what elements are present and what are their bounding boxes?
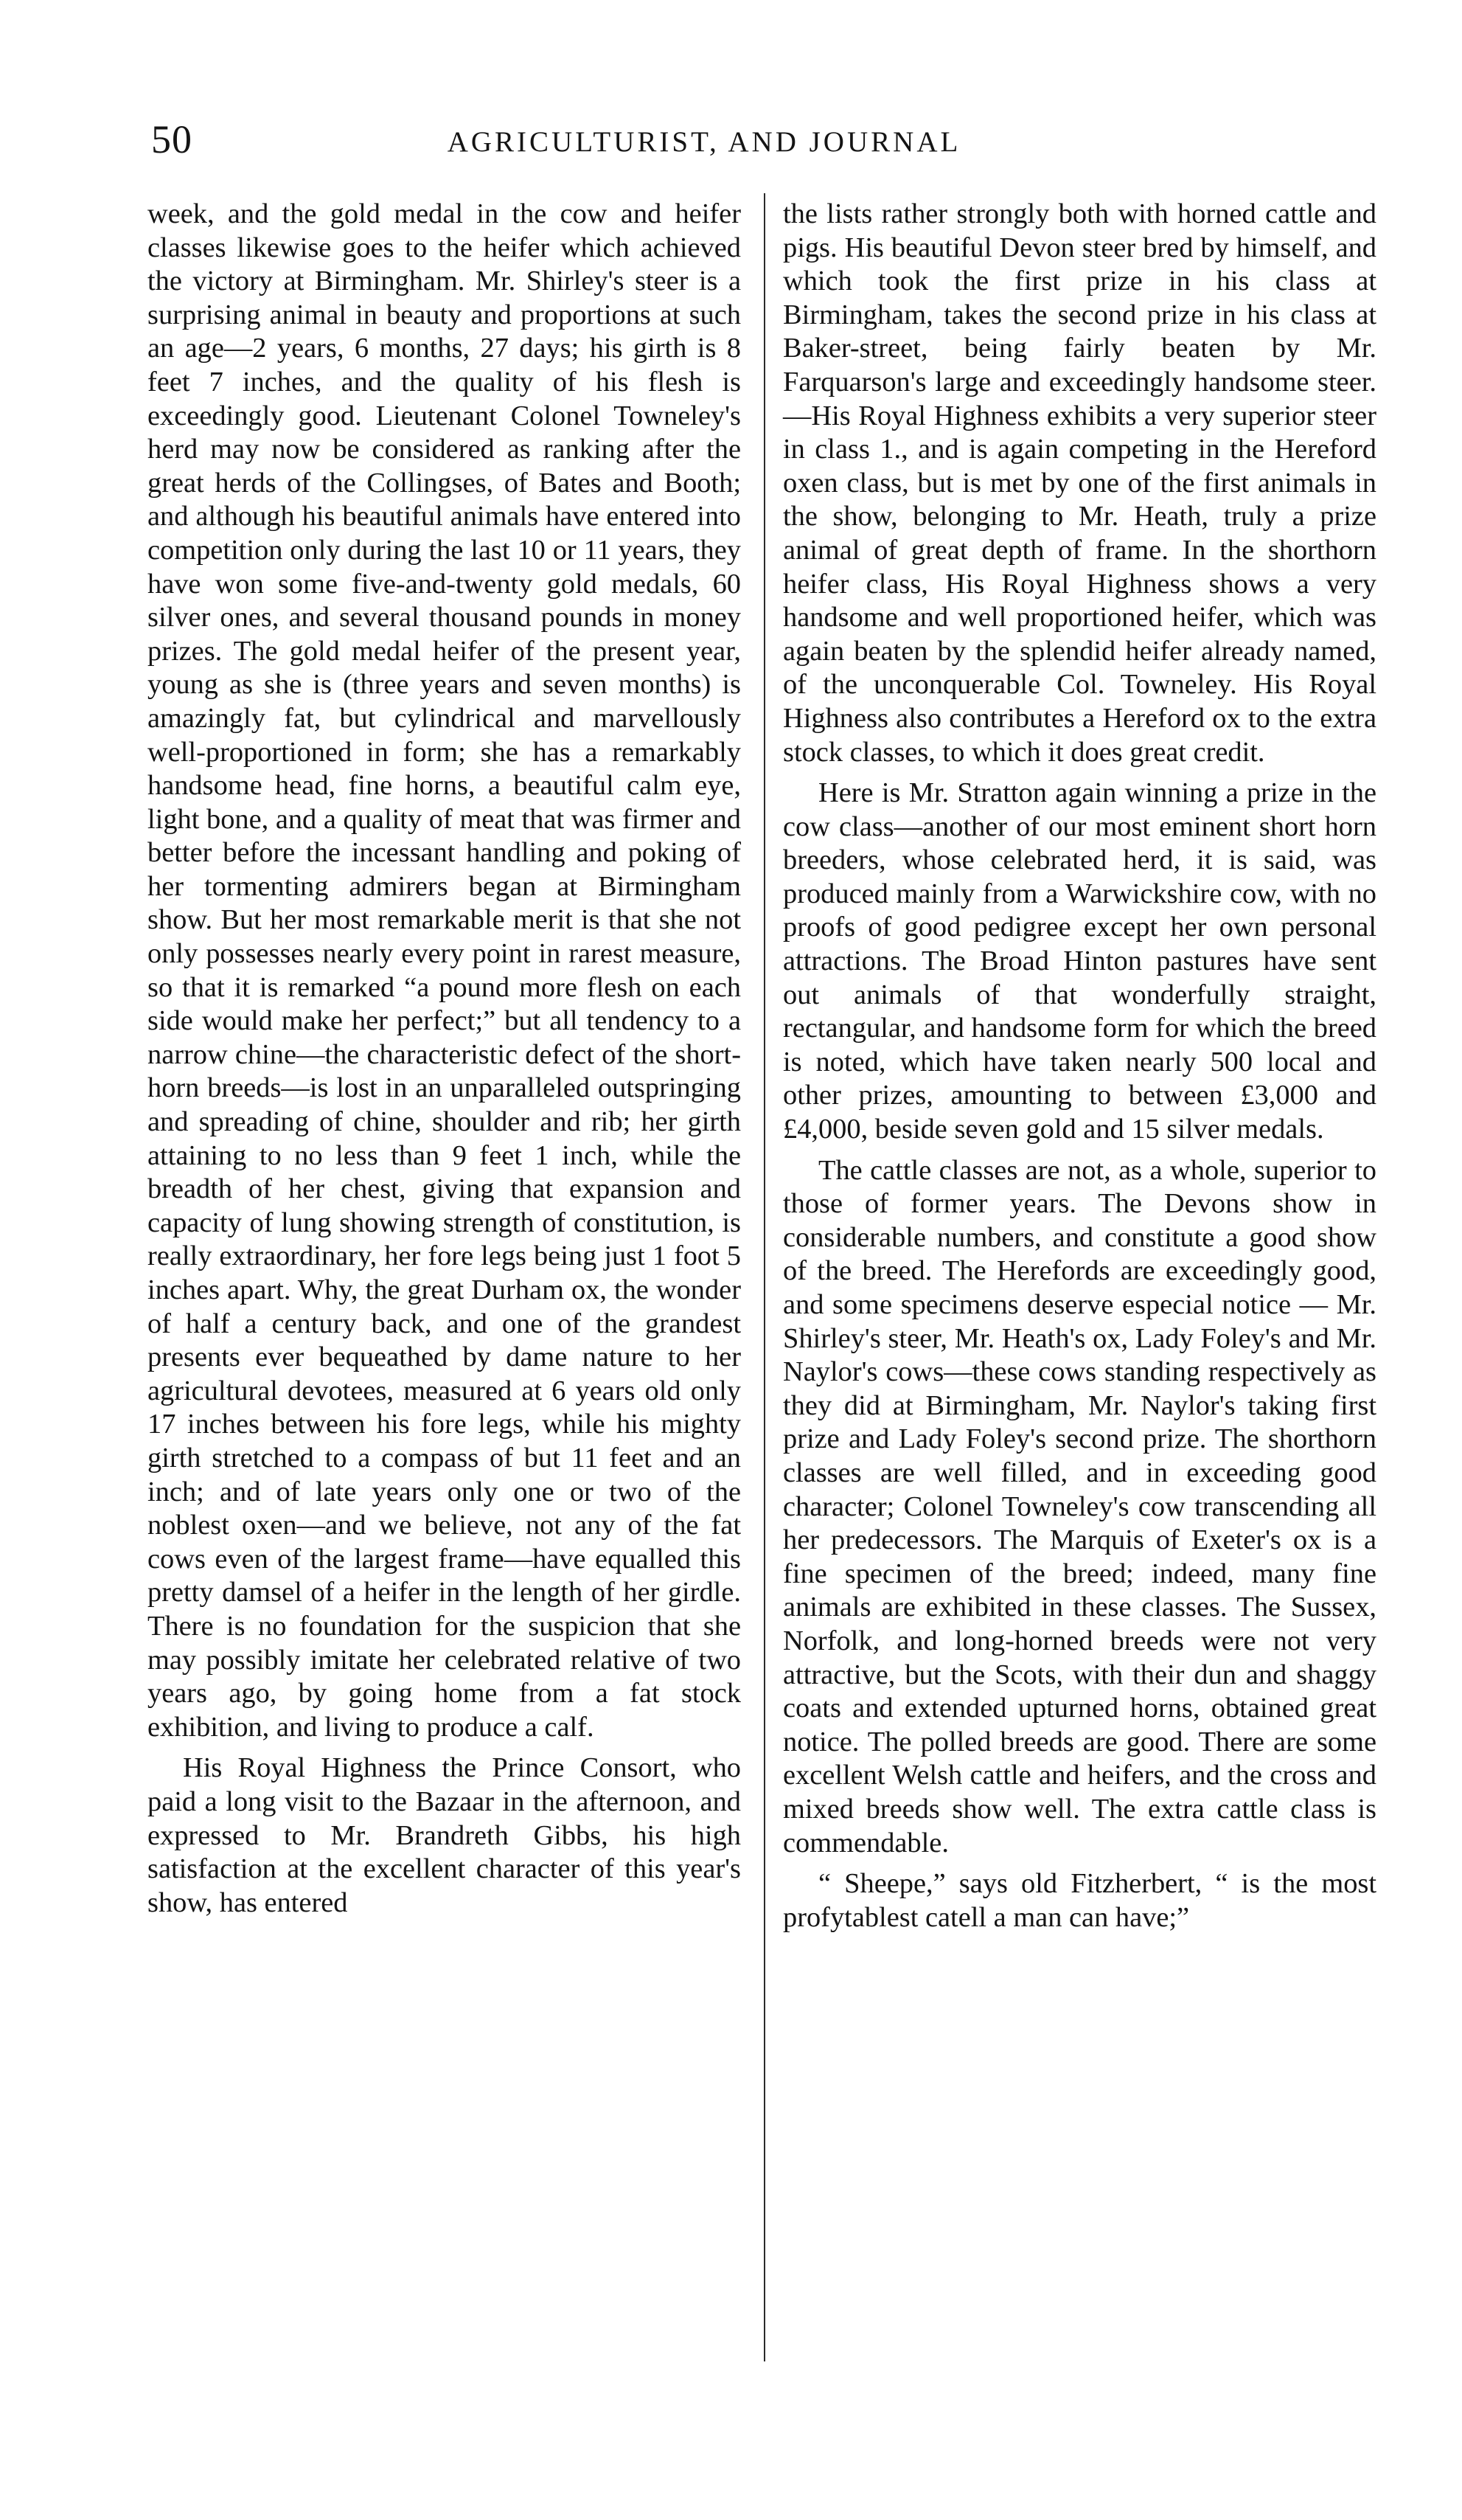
left-paragraph-2: His Royal Highness the Prince Consort, who paid a long visit to the Bazaar in the afternoon, and expressed to Mr. Brandreth Gibbs, his high satisfaction at the excellent character of this year's show, has entered xyxy=(147,1752,741,1918)
left-paragraph-1: week, and the gold medal in the cow and heifer classes likewise goes to the heifer which achieved the victory at Birmingham. Mr. Shirley's steer is a surprising animal in beauty and proportions at such an age—2 years, 6 months, 27 days; his girth is 8 feet 7 inches, and the quality of his flesh is exceedingly good. Lieutenant Colonel Towneley's herd may now be considered as ranking after the great herds of the Collingses, of Bates and Booth; and although his beautiful animals have entered into competition only during the last 10 or 11 years, they have won some five-and-twenty gold medals, 60 silver ones, and several thousand pounds in money prizes. The gold medal heifer of the present year, young as she is (three years and seven months) is amazingly fat, but cylindrical and marvellously well-proportioned in form; she has a remarkably handsome head, fine horns, a beautiful calm eye, light bone, and a quality of meat that was firmer and better before the incessant handling and poking of her tormenting admirers began at Birmingham show. But her most remarkable merit is that she not only possesses nearly every point in rarest measure, so that it is remarked “a pound more flesh on each side would make her perfect;” but all tendency to a narrow chine—the characteristic defect of the short-horn breeds—is lost in an unparalleled outspringing and spreading of chine, shoulder and rib; her girth attaining to no less than 9 feet 1 inch, while the breadth of her chest, giving that expansion and capacity of lung showing strength of constitution, is really extraordinary, her fore legs being just 1 foot 5 inches apart. Why, the great Durham ox, the wonder of half a century back, and one of the grandest presents ever bequeathed by dame nature to her agricultural devotees, measured at 6 years old only 17 inches between his fore legs, while his mighty girth stretched to a compass of but 11 feet and an inch; and of late years only one or two of the noblest oxen—and we believe, not any of the fat cows even of the largest frame—have equalled this pretty damsel of a heifer in the length of her girdle. There is no foundation for the suspicion that she may possibly imitate her celebrated relative of two years ago, by going home from a fat stock exhibition, and living to produce a calf. xyxy=(147,198,741,1743)
right-column xyxy=(783,198,1376,1934)
left-column xyxy=(147,198,741,1920)
right-paragraph-3: The cattle classes are not, as a whole, superior to those of former years. The Devons show in considerable numbers, and constitute a good show of the breed. The Herefords are exceedingly good, and some specimens deserve especial notice — Mr. Shirley's steer, Mr. Heath's ox, Lady Foley's and Mr. Naylor's cows—these cows standing respectively as they did at Birmingham, Mr. Naylor's taking first prize and Lady Foley's second prize. The shorthorn classes are well filled, and in exceeding good character; Colonel Towneley's cow transcending all her predecessors. The Marquis of Exeter's ox is a fine specimen of the breed; indeed, many fine animals are exhibited in these classes. The Sussex, Norfolk, and long-horned breeds were not very attractive, but the Scots, with their dun and shaggy coats and extended upturned horns, obtained great notice. The polled breeds are good. There are some excellent Welsh cattle and heifers, and the cross and mixed breeds show well. The extra cattle class is commendable. xyxy=(783,1154,1376,1858)
column-divider xyxy=(764,193,765,2361)
right-paragraph-1: the lists rather strongly both with horned cattle and pigs. His beautiful Devon steer bred by himself, and which took the first prize in his class at Birmingham, takes the second prize in his class at Baker-street, being fairly beaten by Mr. Farquarson's large and exceedingly handsome steer.—His Royal Highness exhibits a very superior steer in class 1., and is again competing in the Hereford oxen class, but is met by one of the first animals in the show, belonging to Mr. Heath, truly a prize animal of great depth of frame. In the shorthorn heifer class, His Royal Highness shows a very handsome and well proportioned heifer, which was again beaten by the splendid heifer already named, of the unconquerable Col. Towneley. His Royal Highness also contributes a Hereford ox to the extra stock classes, to which it does great credit. xyxy=(783,198,1376,768)
page-header xyxy=(151,111,1257,184)
running-title: AGRICULTURIST, AND JOURNAL xyxy=(447,126,961,158)
right-paragraph-4: “ Sheepe,” says old Fitzherbert, “ is the most profytablest catell a man can have;” xyxy=(783,1868,1376,1933)
page-number: 50 xyxy=(151,117,192,162)
right-paragraph-2: Here is Mr. Stratton again winning a prize in the cow class—another of our most eminent short horn breeders, whose celebrated herd, it is said, was produced mainly from a Warwickshire cow, with no proofs of good pedigree except her own personal attractions. The Broad Hinton pastures have sent out animals of that wonderfully straight, rectangular, and handsome form for which the breed is noted, which have taken nearly 500 local and other prizes, amounting to between £3,000 and £4,000, beside seven gold and 15 silver medals. xyxy=(783,777,1376,1145)
